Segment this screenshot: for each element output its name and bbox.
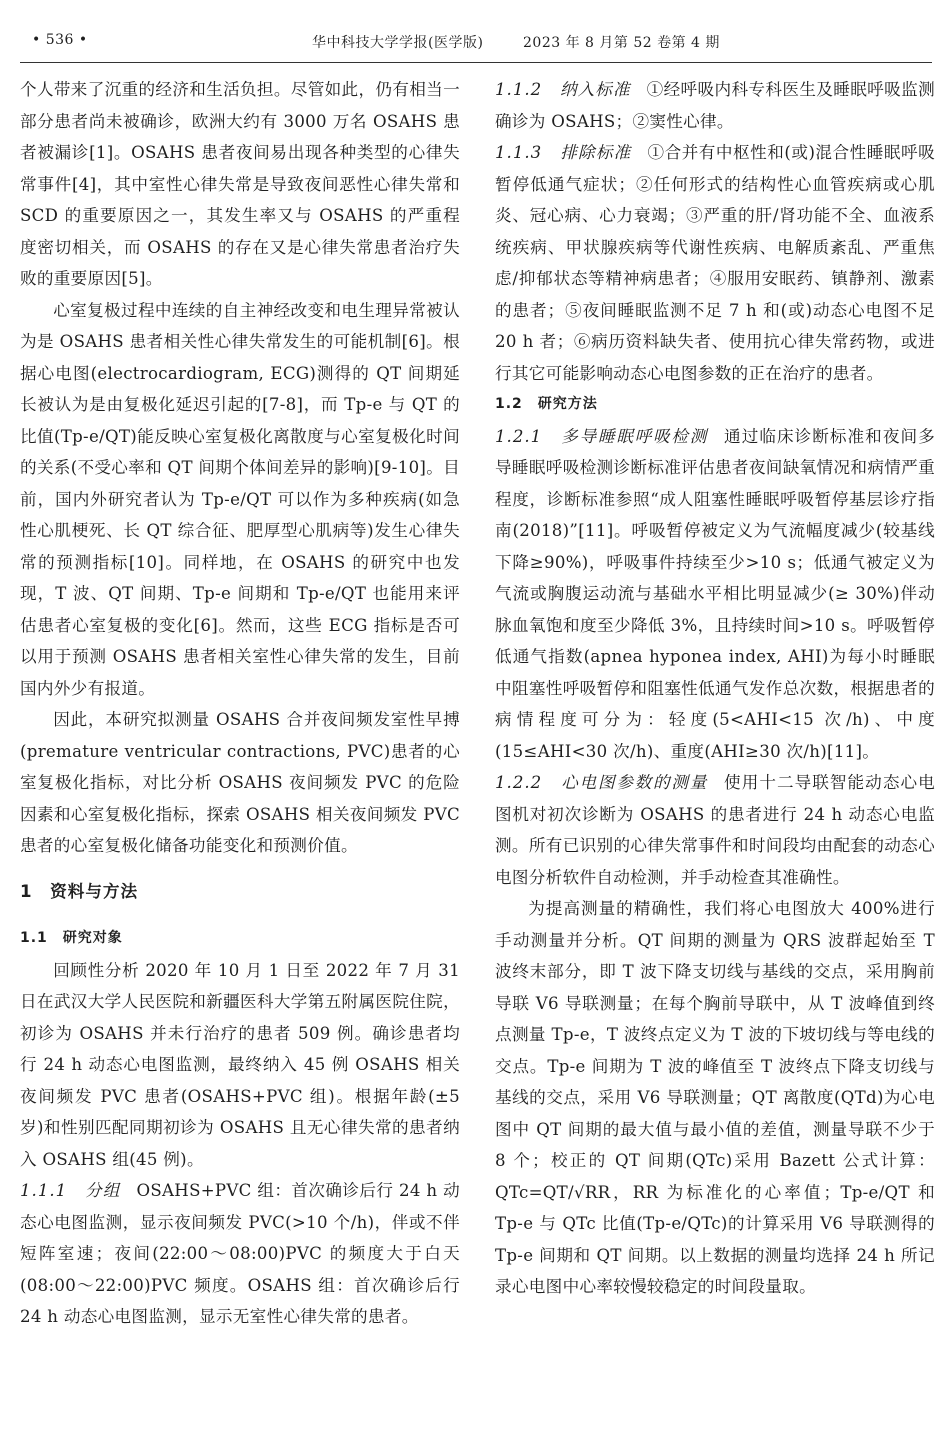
header-divider: [20, 62, 932, 63]
paragraph-exclusion: [495, 137, 935, 389]
page-header: [30, 30, 930, 56]
subsection-label-grouping: 1.1.1 分组: [20, 1181, 121, 1200]
paragraph-psg: [495, 421, 935, 768]
psg-text: 通过临床诊断标准和夜间多导睡眠呼吸检测诊断标准评估患者夜间缺氧情况和病情严重程度，诊断标准参照“成人阻塞性睡眠呼吸暂停基层诊疗指南(2018)”[11]。呼吸暂停被定义为气流幅度减少(较基线下降≥90%)，呼吸事件持续至少>10 s；低通气被定义为气流或胸腹运动流与基础水平相比明显减少(≥ 30%)伴动脉血氧饱和度至少降低 3%，且持续时间>10 s。呼吸暂停低通气指数(apnea hyponea index, AHI)为每小时睡眠中阻塞性呼吸暂停和阻塞性低通气发作总次数，根据患者的病情程度可分为：轻度(5<AHI<15 次/h)、中度(15≤AHI<30 次/h)、重度(AHI≥30 次/h)[11]。: [495, 426, 935, 761]
paragraph-inclusion: [495, 74, 935, 137]
grouping-text: OSAHS+PVC 组：首次确诊后行 24 h 动态心电图监测，显示夜间频发 PVC(>10 个/h)，伴或不伴短阵室速；夜间(22:00～08:00)PVC 的频度大于白天(08:00～22:00)PVC 频度。OSAHS 组：首次确诊后行 24 h 动态心电图监测，显示无室性心律失常的患者。: [20, 1181, 460, 1326]
right-column: [495, 74, 935, 1303]
paragraph-subjects: 回顾性分析 2020 年 10 月 1 日至 2022 年 7 月 31 日在武汉大学人民医院和新疆医科大学第五附属医院住院，初诊为 OSAHS 并未行治疗的患者 509 例。确诊患者均行 24 h 动态心电图监测，最终纳入 45 例 OSAHS 相关夜间频发 PVC 患者(OSAHS+PVC 组)。根据年龄(±5 岁)和性别匹配同期初诊为 OSAHS 且无心律失常的患者纳入 OSAHS 组(45 例)。: [20, 960, 460, 1169]
exclusion-text: ①合并有中枢性和(或)混合性睡眠呼吸暂停低通气症状；②任何形式的结构性心血管疾病或心肌炎、冠心病、心力衰竭；③严重的肝/肾功能不全、血液系统疾病、甲状腺疾病等代谢性疾病、电解质紊乱、严重焦虑/抑郁状态等精神病患者；④服用安眠药、镇静剂、激素的患者；⑤夜间睡眠监测不足 7 h 和(或)动态心电图不足 20 h 者；⑥病历资料缺失者、使用抗心律失常药物，或进行其它可能影响动态心电图参数的正在治疗的患者。: [495, 143, 935, 383]
paragraph-grouping: [20, 1175, 460, 1333]
subsection-label-exclusion: 1.1.3 排除标准: [495, 143, 632, 162]
subsection-label-ecg: 1.2.2 心电图参数的测量: [495, 773, 709, 792]
paragraph-aim: 因此，本研究拟测量 OSAHS 合并夜间频发室性早搏(premature ventricular contractions, PVC)患者的心室复极化指标，对比分析 OSAHS 夜间频发 PVC 的危险因素和心室复极化指标，探索 OSAHS 相关夜间频发 PVC 患者的心室复极化储备功能变化和预测价值。: [20, 710, 460, 855]
subsection-label-psg: 1.2.1 多导睡眠呼吸检测: [495, 426, 709, 446]
paragraph-measurement: 为提高测量的精确性，我们将心电图放大 400%进行手动测量并分析。QT 间期的测量为 QRS 波群起始至 T 波终末部分，即 T 波下降支切线与基线的交点，采用胸前导联 V6 导联测量；在每个胸前导联中，从 T 波峰值到终点测量 Tp-e，T 波终点定义为 T 波的下坡切线与等电线的交点。Tp-e 间期为 T 波的峰值至 T 波终点下降支切线与基线的交点，采用 V6 导联测量；QT 离散度(QTd)为心电图中 QT 间期的最大值与最小值的差值，测量导联不少于 8 个；校正的 QT 间期(QTc)采用 Bazett 公式计算：QTc=QT/√RR，RR 为标准化的心率值；Tp-e/QT 和 Tp-e 与 QTc 比值(Tp-e/QTc)的计算采用 V6 导联测得的 Tp-e 间期和 QT 间期。以上数据的测量均选择 24 h 所记录心电图中心率较慢较稳定的时间段量取。: [495, 899, 935, 1296]
ecg-text: 使用十二导联智能动态心电图机对初次诊断为 OSAHS 的患者进行 24 h 动态心电监测。所有已识别的心律失常事件和时间段均由配套的动态心电图分析软件自动检测，并手动检查其准确性。: [495, 773, 935, 887]
subsection-heading-subjects: 1.1 研究对象: [20, 930, 123, 946]
page-number: • 536 •: [32, 32, 88, 48]
paragraph-ecg: [495, 767, 935, 893]
section-heading-methods: 1 资料与方法: [20, 881, 139, 901]
issue-info: 2023 年 8 月第 52 卷第 4 期: [523, 35, 720, 51]
left-column: [20, 74, 460, 1333]
subsection-label-inclusion: 1.1.2 纳入标准: [495, 80, 631, 99]
paragraph-burden: 个人带来了沉重的经济和生活负担。尽管如此，仍有相当一部分患者尚未被确诊，欧洲大约有 3000 万名 OSAHS 患者被漏诊[1]。OSAHS 患者夜间易出现各种类型的心律失常事件[4]，其中室性心律失常是导致夜间恶性心律失常和 SCD 的重要原因之一，其发生率又与 OSAHS 的严重程度密切相关，而 OSAHS 的存在又是心律失常患者治疗失败的重要原因[5]。: [20, 80, 460, 288]
paragraph-mechanism: 心室复极过程中连续的自主神经改变和电生理异常被认为是 OSAHS 患者相关性心律失常发生的可能机制[6]。根据心电图(electrocardiogram, ECG)测得的 QT 间期延长被认为是由复极化延迟引起的[7-8]，而 Tp-e 与 QT 的比值(Tp-e/QT)能反映心室复极化离散度与心室复极化时间的关系(不受心率和 QT 间期个体间差异的影响)[9-10]。目前，国内外研究者认为 Tp-e/QT 可以作为多种疾病(如急性心肌梗死、长 QT 综合征、肥厚型心肌病等)发生心律失常的预测指标[10]。同样地，在 OSAHS 的研究中也发现，T 波、QT 间期、Tp-e 间期和 Tp-e/QT 也能用来评估患者心室复极的变化[6]。然而，这些 ECG 指标是否可以用于预测 OSAHS 患者相关室性心律失常的发生，目前国内外少有报道。: [20, 300, 460, 698]
subsection-heading-methods: 1.2 研究方法: [495, 396, 598, 412]
journal-title: 华中科技大学学报(医学版): [312, 35, 484, 51]
inclusion-text: ①经呼吸内科专科医生及睡眠呼吸监测确诊为 OSAHS；②窦性心律。: [495, 80, 935, 131]
